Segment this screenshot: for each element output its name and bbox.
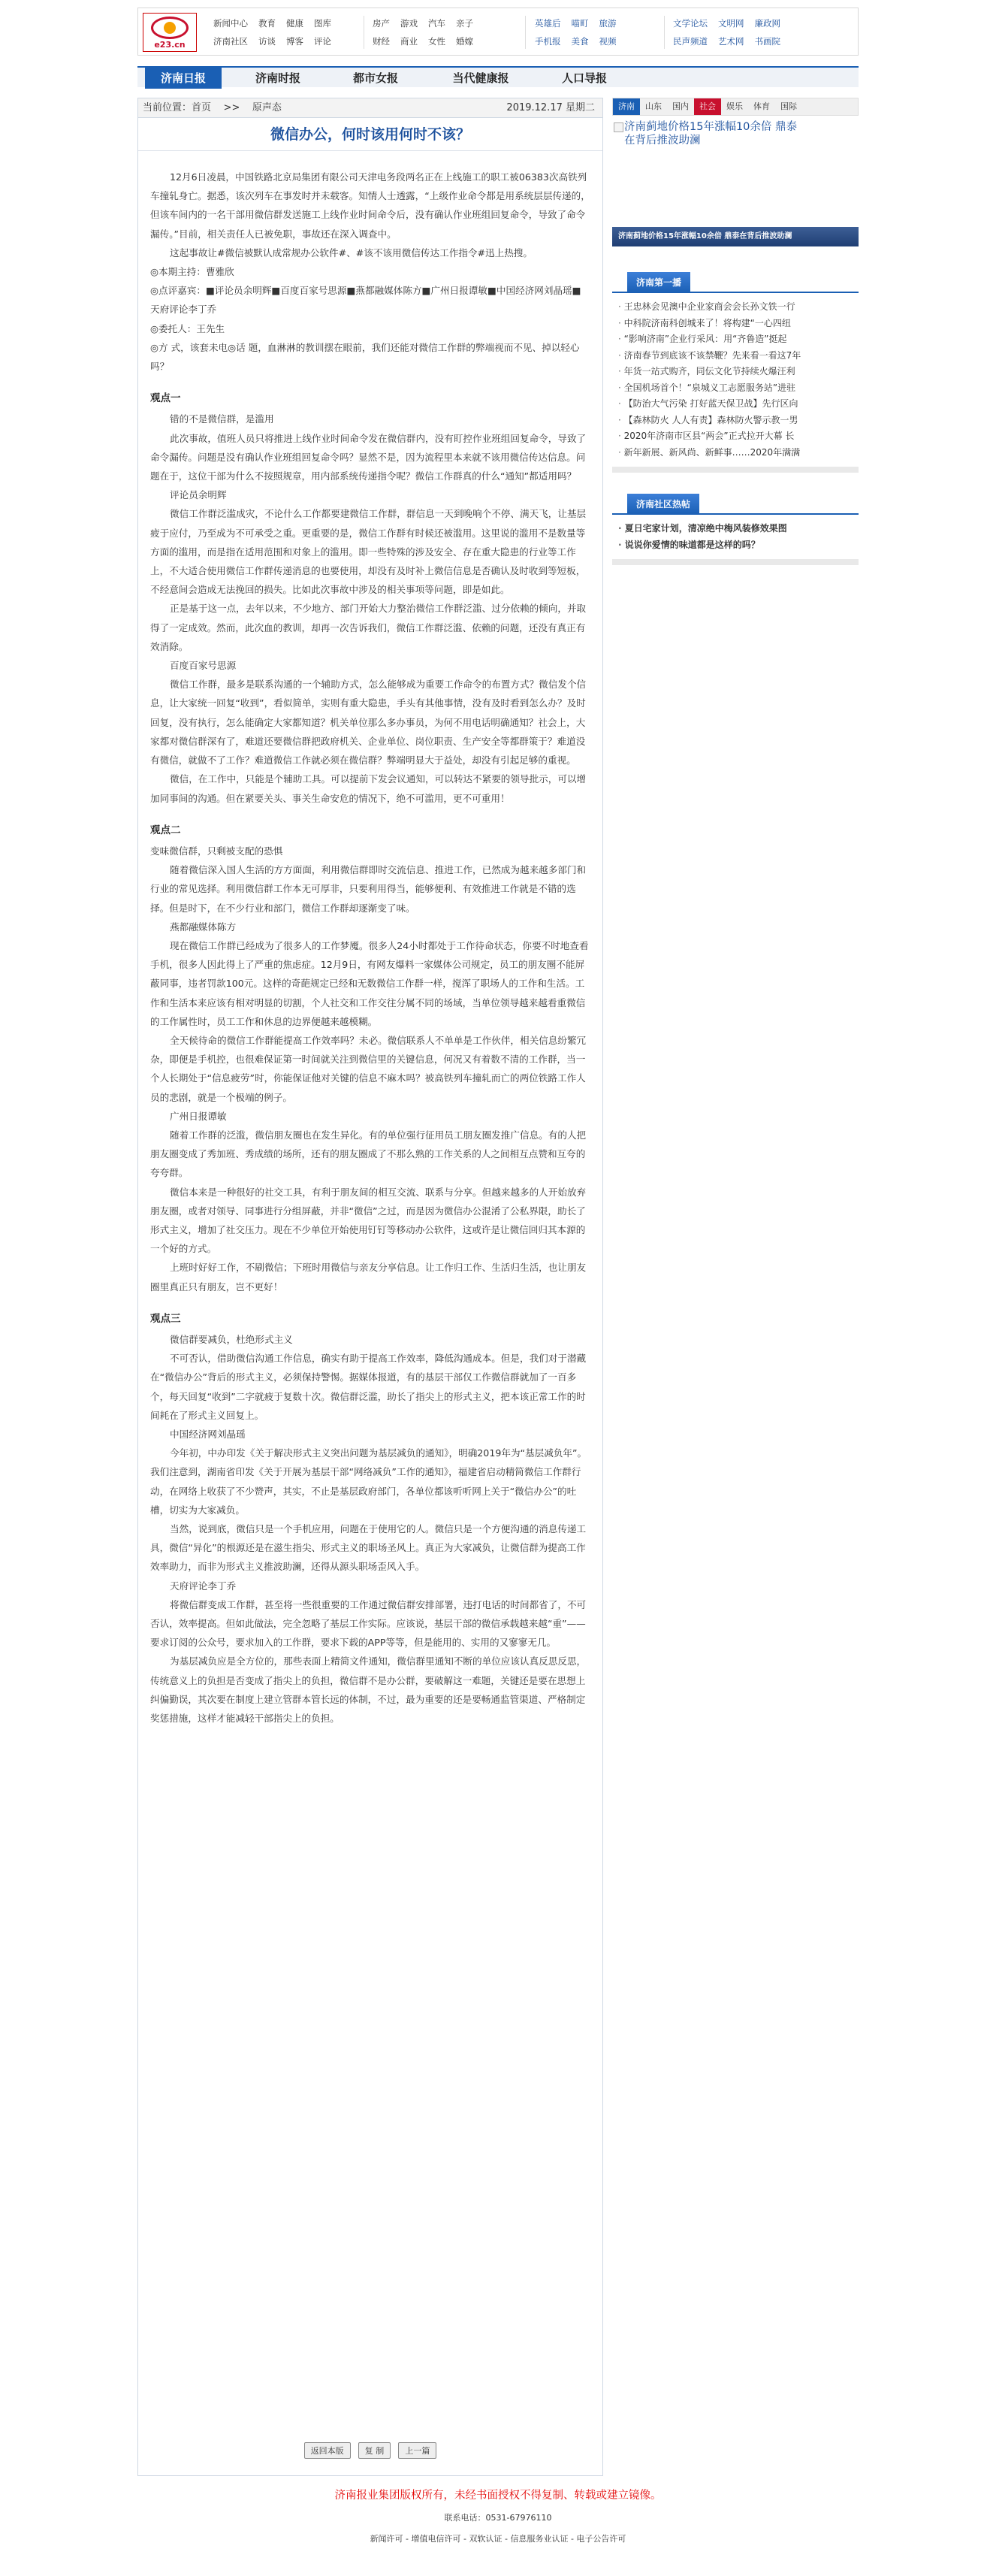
paragraph: 中国经济网刘晶瑶 bbox=[170, 1429, 246, 1440]
paragraph: ◎方 式，该套未电◎话 题，血淋淋的教训摆在眼前，我们还能对微信工作群的弊端视而不见、掉以轻心吗？ bbox=[150, 341, 580, 373]
back-button[interactable]: 返回本版 bbox=[304, 2442, 351, 2459]
paragraph: 错的不是微信群，是滥用 bbox=[170, 413, 274, 425]
nav-link[interactable]: 财经 bbox=[373, 36, 390, 47]
news-list-item[interactable]: · 年货一站式购齐，同伝文化节持续火爆汪利 bbox=[618, 364, 859, 380]
newspaper-tabs bbox=[137, 66, 859, 87]
news-list-item[interactable]: · 济南春节到底该不该禁鞭？先来看一看这7年 bbox=[618, 348, 859, 364]
paragraph: 微信工作群泛滥成灾，不论什么工作都要建微信工作群，群信息一天到晚响个不停、满天飞，让基层疲于应付，乃至成为不可承受之重。更重要的是，微信工作群有时候还被滥用。这里说的滥用不是数量等方面的滥用，而是指在适用范围和对象上的滥用。即一些特殊的涉及安全、存在重大隐患的行业等工作上，不大适合使用微信工作群传递消息的也要使用，却没有及时补上微信信息是否确认及时收到等短板，不经意间会造成无法挽回的损失。比如此次事故中涉及的相关事项等问题，即是如此。 bbox=[150, 508, 587, 596]
divider bbox=[612, 467, 859, 473]
region-tab[interactable]: 济南 bbox=[613, 98, 640, 115]
paragraph: 微信本来是一种很好的社交工具，有利于朋友间的相互交流、联系与分享。但越来越多的人开始放弃朋友圈，或者对领导、同事进行分组屏蔽，并非“微信”之过，而是因为微信办公混淆了公私界限，助长了形式主义，增加了社交压力。现在不少单位开始使用钉钉等移动办公软件，这或许是让微信回归其本源的一个好的方式。 bbox=[150, 1186, 587, 1255]
region-tab[interactable]: 体育 bbox=[753, 101, 770, 111]
nav-link[interactable]: 访谈 bbox=[258, 36, 276, 47]
news-list-item[interactable]: · 2020年济南市区县“两会”正式拉开大幕 长 bbox=[618, 428, 859, 445]
region-tab[interactable]: 社会 bbox=[694, 98, 721, 115]
license-links[interactable]: 新闻许可 - 增值电信许可 - 双软认证 - 信息服务业认证 - 电子公告许可 bbox=[370, 2534, 626, 2544]
paragraph: 变味微信群，只剩被支配的恐惧 bbox=[150, 845, 283, 857]
nav-link[interactable]: 游戏 bbox=[400, 18, 418, 29]
tab-population-daily[interactable]: 人口导报 bbox=[561, 71, 607, 85]
previous-article-button[interactable]: 上一篇 bbox=[398, 2442, 436, 2459]
breadcrumb-home[interactable]: 当前位置：首页 bbox=[143, 102, 212, 113]
sidebar bbox=[612, 98, 859, 565]
tab-health-daily[interactable]: 当代健康报 bbox=[452, 71, 509, 85]
paragraph: ◎本期主持：曹雅欣 bbox=[150, 266, 234, 278]
logo-emblem-icon bbox=[151, 17, 189, 39]
nav-link[interactable]: 博客 bbox=[286, 36, 303, 47]
paragraph: 微信群要减负，杜绝形式主义 bbox=[170, 1333, 293, 1345]
news-list-item[interactable]: · 中科院济南科创城来了！将构建“一心四纽 bbox=[618, 316, 859, 332]
nav-link[interactable]: 旅游 bbox=[599, 18, 617, 29]
logo-text: e23.cn bbox=[154, 40, 186, 50]
breadcrumb-section[interactable]: 原声态 bbox=[252, 102, 282, 113]
region-tab[interactable]: 娱乐 bbox=[726, 101, 743, 111]
nav-link[interactable]: 评论 bbox=[314, 36, 331, 47]
region-tab[interactable]: 山东 bbox=[645, 101, 662, 111]
paragraph: 全天候待命的微信工作群能提高工作效率吗？未必。微信联系人不单单是工作伙伴，相关信息纷繁冗杂，即便是手机控，也很难保证第一时间就关注到微信里的关键信息，何况又有着数不清的工作群，当一个人长期处于“信息疲劳”时，你能保证他对关键的信息不麻木吗？被高铁列车撞轧而亡的两位铁路工作人员的悲剧，就是一个极端的例子。 bbox=[150, 1034, 587, 1103]
nav-link[interactable]: 视频 bbox=[599, 36, 617, 47]
promo-banner[interactable]: 济南蓟地价格15年涨幅10余倍 鼎泰在背后推波助澜 bbox=[612, 227, 859, 246]
footer bbox=[137, 2486, 859, 2544]
paragraph: 广州日报谭敏 bbox=[170, 1110, 227, 1122]
publish-date: 2019.12.17 星期二 bbox=[506, 102, 595, 113]
nav-link[interactable]: 文学论坛 bbox=[673, 18, 708, 29]
paragraph: 现在微信工作群已经成为了很多人的工作梦魇。很多人24小时都处于工作待命状态，你要不时地查看手机，很多人因此得上了严重的焦虑症。12月9日，有网友爆料一家媒体公司规定，员工的朋友圈不能屏蔽同事，违者罚款100元。这样的奇葩规定已经和无数微信工作群一样，搅浑了职场人的工作和生活。工作和生活本来应该有相对明显的切割，个人社交和工作交往分属不同的场域，当单位领导越来越看重微信的工作属性时，员工工作和休息的边界便越来越模糊。 bbox=[150, 939, 589, 1027]
news-list bbox=[612, 299, 859, 461]
nav-link[interactable]: 婚嫁 bbox=[456, 36, 473, 47]
paragraph: 将微信群变成工作群，甚至将一些很重要的工作通过微信群安排部署，违打电话的时间都省了，不可否认，效率提高。但如此做法，完全忽略了基层工作实际。应该说，基层干部的微信承载越来越“重”——要求订阅的公众号，要求加入的工作群，要求下载的APP等等，但是能用的、实用的又寥寥无几。 bbox=[150, 1598, 587, 1649]
nav-divider bbox=[525, 16, 526, 49]
paragraph: 评论员余明辉 bbox=[170, 489, 227, 501]
nav-group-life bbox=[373, 14, 484, 50]
paragraph: 这起事故让#微信被默认成常规办公软件#、#该不该用微信传达工作指令#迅上热搜。 bbox=[170, 246, 533, 259]
article-title: 微信办公，何时该用何时不该？ bbox=[138, 118, 602, 151]
headline-text[interactable]: 济南蓟地价格15年涨幅10余倍 鼎泰在背后推波助澜 bbox=[624, 121, 798, 147]
nav-link[interactable]: 教育 bbox=[258, 18, 276, 29]
site-logo[interactable] bbox=[143, 13, 197, 52]
headline-image-link[interactable] bbox=[612, 120, 800, 152]
divider bbox=[612, 559, 859, 565]
hot-post-item[interactable]: · 夏日宅家计划，清凉绝中梅风装修效果图 bbox=[618, 521, 859, 537]
breadcrumb bbox=[138, 98, 602, 118]
section-title[interactable]: 济南第一播 bbox=[627, 272, 690, 293]
paragraph: ◎点评嘉宾：■评论员余明辉■百度百家号思源■燕都融媒体陈方■广州日报谭敏■中国经济网刘晶瑶■天府评论李丁乔 bbox=[150, 285, 581, 316]
paragraph: ◎委托人：王先生 bbox=[150, 322, 225, 334]
paragraph: 天府评论李丁乔 bbox=[170, 1580, 237, 1592]
nav-link[interactable]: 英雄后 bbox=[535, 18, 561, 29]
nav-link[interactable]: 健康 bbox=[286, 18, 303, 29]
nav-link[interactable]: 美食 bbox=[571, 36, 589, 47]
section-header-first bbox=[612, 272, 859, 293]
nav-link[interactable]: 汽车 bbox=[428, 18, 445, 29]
paragraph: 微信，在工作中，只能是个辅助工具。可以提前下发会议通知，可以转达不紧要的领导批示，可以增加同事间的沟通。但在紧要关头、事关生命安危的情况下，绝不可滥用，更不可重用！ bbox=[150, 773, 587, 804]
section-heading: 观点三 bbox=[150, 1312, 181, 1325]
paragraph: 燕都融媒体陈方 bbox=[170, 921, 237, 933]
top-nav bbox=[137, 8, 859, 56]
nav-link[interactable]: 图库 bbox=[314, 18, 331, 29]
section-header-community bbox=[612, 494, 859, 515]
nav-link[interactable]: 商业 bbox=[400, 36, 418, 47]
nav-divider bbox=[664, 16, 665, 49]
nav-link[interactable]: 喵町 bbox=[571, 18, 589, 29]
section-heading: 观点二 bbox=[150, 824, 181, 836]
paragraph: 正是基于这一点，去年以来，不少地方、部门开始大力整治微信工作群泛滥、过分依赖的倾向，并取得了一定成效。然而，此次血的教训，却再一次告诉我们，微信工作群泛滥、依赖的问题，还没有真正有效消除。 bbox=[150, 603, 587, 652]
nav-link[interactable]: 亲子 bbox=[456, 18, 473, 29]
paragraph: 此次事故，值班人员只将推进上线作业时间命令发在微信群内，没有盯控作业班组回复命令，导致了命令漏传。问题是没有确认作业班组回复命令吗？显然不是，因为流程里本来就不该用微信传达信息。问题在于，这位干部为什么不按照规章，用内部系统传递指令呢？微信工作群真的什么“通知”都适用吗？ bbox=[150, 432, 587, 482]
paragraph: 随着工作群的泛滥，微信朋友圈也在发生异化。有的单位强行征用员工朋友圈发推广信息。有的人把朋友圈变成了秀加班、秀成绩的场所，还有的朋友圈成了不那么熟的工作关系的人之间相互点赞和互夸的夸夸群。 bbox=[150, 1129, 587, 1179]
nav-link[interactable]: 民声频道 bbox=[673, 36, 708, 47]
news-list-item[interactable]: · 【森林防火 人人有责】森林防火警示教一男 bbox=[618, 413, 859, 429]
news-list-item[interactable]: · “影响济南”企业行采风：用“齐鲁造”挺起 bbox=[618, 331, 859, 348]
nav-link[interactable]: 新闻中心 bbox=[213, 18, 248, 29]
news-list-item[interactable]: · 新年新展、新风尚、新鲜事……2020年满满 bbox=[618, 445, 859, 461]
copy-button[interactable]: 复 制 bbox=[358, 2442, 391, 2459]
section-heading: 观点一 bbox=[150, 392, 181, 405]
hot-post-item[interactable]: · 说说你爱情的味道都是这样的吗？ bbox=[618, 537, 859, 554]
paragraph: 今年初，中办印发《关于解决形式主义突出问题为基层减负的通知》，明确2019年为“基层减负年”。我们注意到，湖南省印发《关于开展为基层干部“网络减负”工作的通知》，福建省启动精简微信工作群行动，在网络上收获了不少赞声，其实，不止是基层政府部门，各单位都该听听网上关于“微信办公”的吐槽，切实为大家减负。 bbox=[150, 1447, 587, 1516]
news-list-item[interactable]: · 全国机场首个！“泉城义工志愿服务站”进驻 bbox=[618, 380, 859, 397]
nav-group-special bbox=[535, 14, 627, 50]
nav-link[interactable]: 女性 bbox=[428, 36, 445, 47]
copyright-notice: 济南报业集团版权所有，未经书面授权不得复制、转载或建立镜像。 bbox=[334, 2490, 662, 2502]
paragraph: 上班时好好工作，不刷微信；下班时用微信与亲友分享信息。让工作归工作、生活归生活，也让朋友圈里真正只有朋友，岂不更好！ bbox=[150, 1262, 587, 1293]
nav-link[interactable]: 廉政网 bbox=[754, 18, 780, 29]
article-actions bbox=[138, 2442, 602, 2459]
news-list-item[interactable]: · 王忠林会见澳中企业家商会会长孙文铁一行 bbox=[618, 299, 859, 316]
tab-jinan-daily[interactable]: 济南日报 bbox=[145, 68, 222, 89]
hot-post-list bbox=[612, 521, 859, 553]
paragraph: 微信工作群，最多是联系沟通的一个辅助方式，怎么能够成为重要工作命令的布置方式？微信发个信息，让大家统一回复“收到”，看似简单，实则有重大隐患，手头有其他事情，没有及时看到怎么办？及时回复，没有执行，怎么能确定大家都知道？机关单位那么多办事员，为何不用电话明确通知？社会上，大家都对微信群深有了，难道还要微信群把政府机关、企业单位、岗位职责、生产安全等都群策于？难道没有微信，就做不了工作？难道微信工作就必须在微信群？弊端明显大于益处，却没有引起足够的重视。 bbox=[150, 679, 587, 766]
region-tab[interactable]: 国际 bbox=[780, 101, 797, 111]
nav-link[interactable]: 手机报 bbox=[535, 36, 561, 47]
nav-link[interactable]: 艺术网 bbox=[718, 36, 744, 47]
nav-link[interactable]: 书画院 bbox=[754, 36, 780, 47]
tab-jinan-times[interactable]: 济南时报 bbox=[255, 71, 300, 85]
nav-group-culture bbox=[673, 14, 791, 50]
tab-urban-women[interactable]: 都市女报 bbox=[352, 71, 398, 85]
nav-link[interactable]: 房产 bbox=[373, 18, 390, 29]
paragraph: 为基层减负应是全方位的，那些表面上精简文件通知，微信群里通知不断的单位应该认真反思反思，传统意义上的负担是否变成了指尖上的负担，微信群不是办公群，要破解这一难题，关键还是要在思想上纠偏勤误，其次要在制度上建立管群本管长远的体制，不过，最为重要的还是要畅通监管渠道、严格制定奖惩措施，这样才能减轻干部指尖上的负担。 bbox=[150, 1655, 587, 1725]
news-list-item[interactable]: · 【防治大气污染 打好蓝天保卫战】先行区向 bbox=[618, 396, 859, 413]
paragraph: 12月6日凌晨，中国铁路北京局集团有限公司天津电务段两名正在上线施工的职工被06383次高铁列车撞轧身亡。据悉，该次列车在事发时并未载客。知情人士透露，“上级作业命令都是用系统层层传递的，但该车间内的一名干部用微信群发送施工上线作业时间命令后，没有确认作业班组回复命令，导致了命令漏传。”目前，相关责任人已被免职，事故还在深入调查中。 bbox=[150, 171, 590, 240]
paragraph: 当然，说到底，微信只是一个手机应用，问题在于使用它的人。微信只是一个方便沟通的消息传递工具，微信“异化”的根源还是在滋生指尖、形式主义的职场圣风上。真正为大家减负，让微信群为提高工作效率助力，而非为形式主义推波助澜，还得从源头职场歪风入手。 bbox=[150, 1523, 587, 1573]
article-body bbox=[138, 151, 602, 1728]
region-tabs bbox=[612, 98, 859, 116]
paragraph: 百度百家号思源 bbox=[170, 660, 237, 672]
article-panel bbox=[137, 98, 603, 2476]
paragraph: 不可否认，借助微信沟通工作信息，确实有助于提高工作效率，降低沟通成本。但是，我们对于潜藏在“微信办公”背后的形式主义，必须保持警惕。据媒体报道，有的基层干部仅工作微信群就加了一百多个，每天回复“收到”二字就疲于复数十次。微信群泛滥，助长了指尖上的形式主义，把本该正常工作的时间耗在了形式主义回复上。 bbox=[150, 1353, 587, 1421]
nav-link[interactable]: 文明网 bbox=[718, 18, 744, 29]
nav-link[interactable]: 济南社区 bbox=[213, 36, 248, 47]
paragraph: 随着微信深入国人生活的方方面面，利用微信群即时交流信息、推进工作，已然成为越来越多部门和行业的常见选择。利用微信群工作本无可厚非，只要利用得当，能够便利、有效推进工作就是不错的选择。但是时下，在不少行业和部门，微信工作群却逐渐变了味。 bbox=[150, 864, 587, 914]
section-title[interactable]: 济南社区热帖 bbox=[627, 494, 699, 515]
contact-phone: 联系电话：0531-67976110 bbox=[444, 2513, 552, 2523]
region-tab[interactable]: 国内 bbox=[672, 101, 689, 111]
nav-group-news bbox=[213, 14, 342, 50]
breadcrumb-separator: >> bbox=[223, 102, 240, 113]
